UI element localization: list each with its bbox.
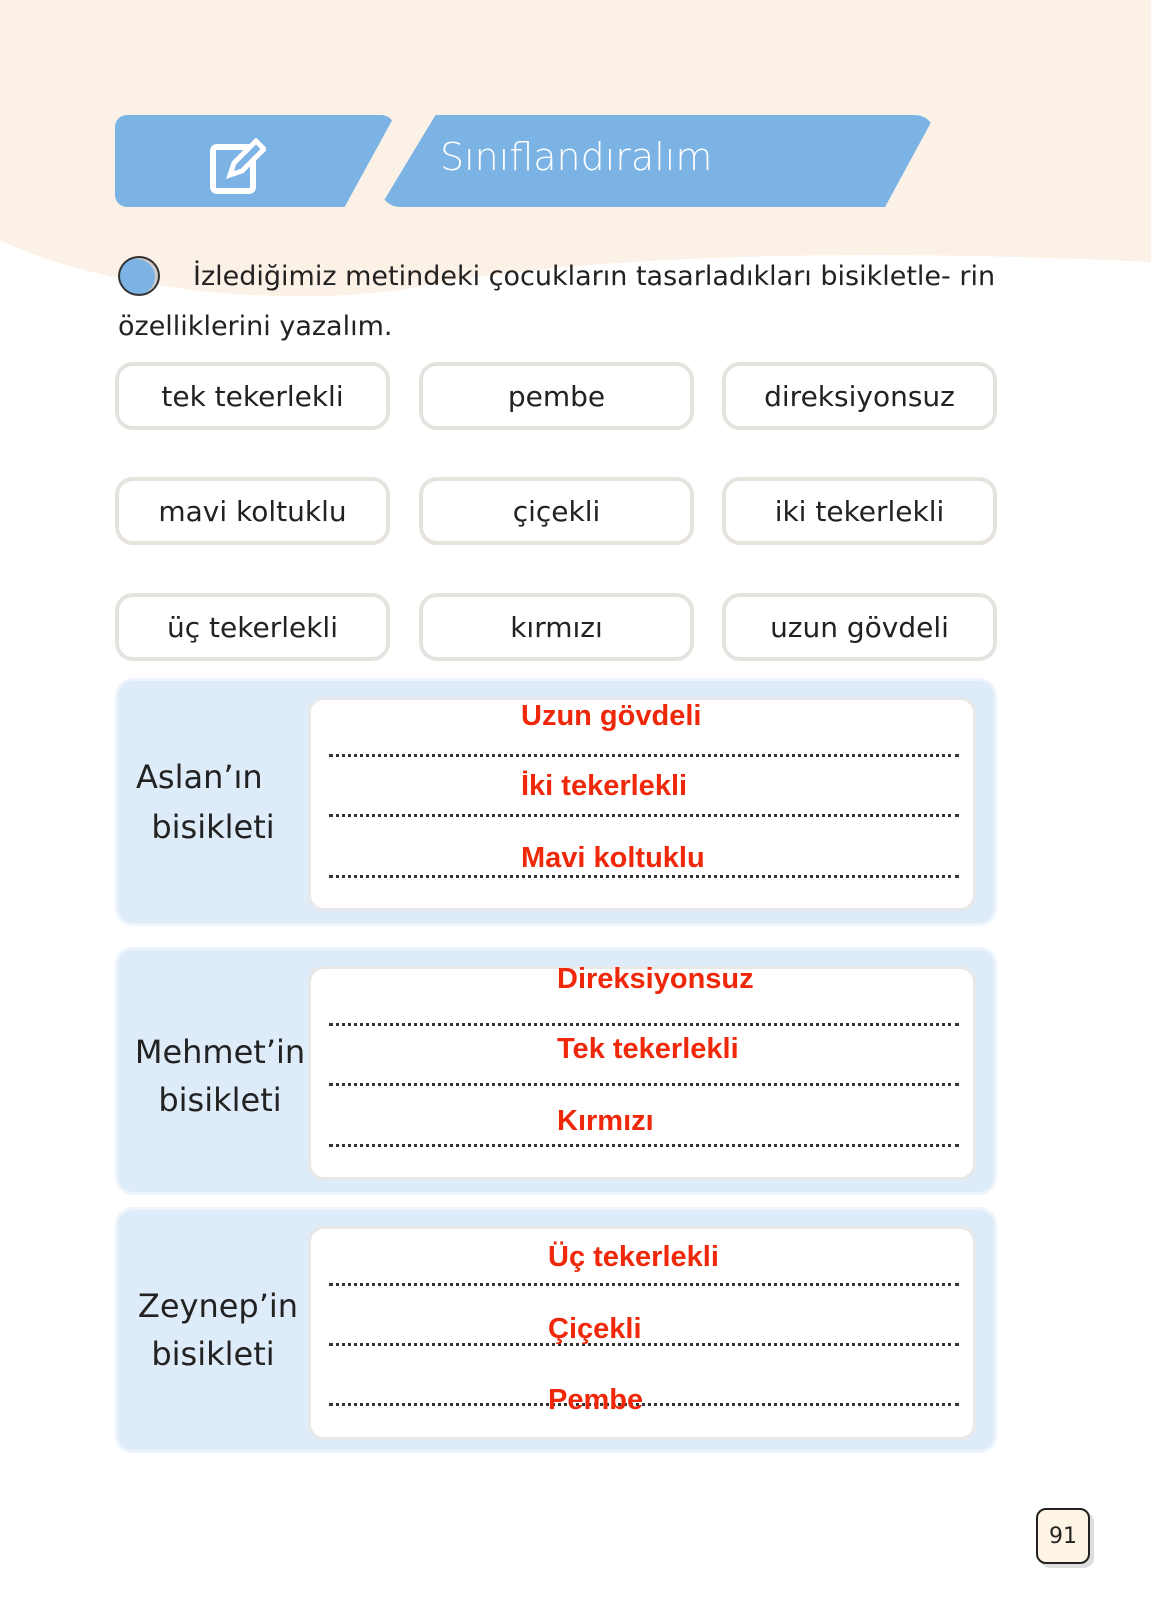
answer-text: Kırmızı	[557, 1105, 654, 1137]
section-label: bisikleti	[151, 1335, 275, 1373]
section-mehmet	[115, 947, 997, 1195]
answer-line[interactable]	[329, 1343, 959, 1346]
section-label: bisikleti	[151, 808, 275, 846]
section-aslan	[115, 678, 997, 926]
answer-box	[308, 697, 976, 911]
section-label: Zeynep’in	[137, 1287, 299, 1325]
answer-text: Üç tekerlekli	[548, 1241, 719, 1273]
answer-line[interactable]	[329, 814, 959, 817]
word-box: çiçekli	[419, 477, 694, 545]
section-label: Aslan’ın	[136, 758, 263, 796]
answer-box	[308, 963, 976, 1180]
answer-text: Tek tekerlekli	[557, 1033, 739, 1065]
answer-line[interactable]	[329, 754, 959, 757]
word-box: direksiyonsuz	[722, 362, 997, 430]
answer-line[interactable]	[329, 1083, 959, 1086]
answer-line[interactable]	[329, 1023, 959, 1026]
section-zeynep	[115, 1207, 997, 1453]
word-box: mavi koltuklu	[115, 477, 390, 545]
answer-text: İki tekerlekli	[521, 770, 688, 802]
answer-text: Çiçekli	[548, 1313, 642, 1345]
word-box: iki tekerlekli	[722, 477, 997, 545]
word-box: tek tekerlekli	[115, 362, 390, 430]
answer-text: Mavi koltuklu	[521, 842, 705, 874]
section-label: Mehmet’in	[134, 1033, 306, 1071]
word-box: kırmızı	[419, 593, 694, 661]
answer-line[interactable]	[329, 875, 959, 878]
answer-text: Direksiyonsuz	[557, 963, 754, 995]
answer-line[interactable]	[329, 1144, 959, 1147]
word-box: üç tekerlekli	[115, 593, 390, 661]
answer-line[interactable]	[329, 1283, 959, 1286]
edit-icon	[210, 135, 266, 195]
word-box: uzun gövdeli	[722, 593, 997, 661]
page-number: 91	[1036, 1508, 1090, 1564]
instruction-text: İzlediğimiz metindeki çocukların tasarladıkları bisikletle- rin özelliklerini yazalım.	[118, 261, 996, 342]
answer-text: Uzun gövdeli	[521, 700, 702, 732]
page-title: Sınıflandıralım	[440, 135, 713, 179]
section-label: bisikleti	[158, 1081, 282, 1119]
answer-text: Pembe	[548, 1384, 644, 1416]
answer-line[interactable]	[329, 1403, 959, 1406]
word-box: pembe	[419, 362, 694, 430]
answer-box	[308, 1226, 976, 1440]
